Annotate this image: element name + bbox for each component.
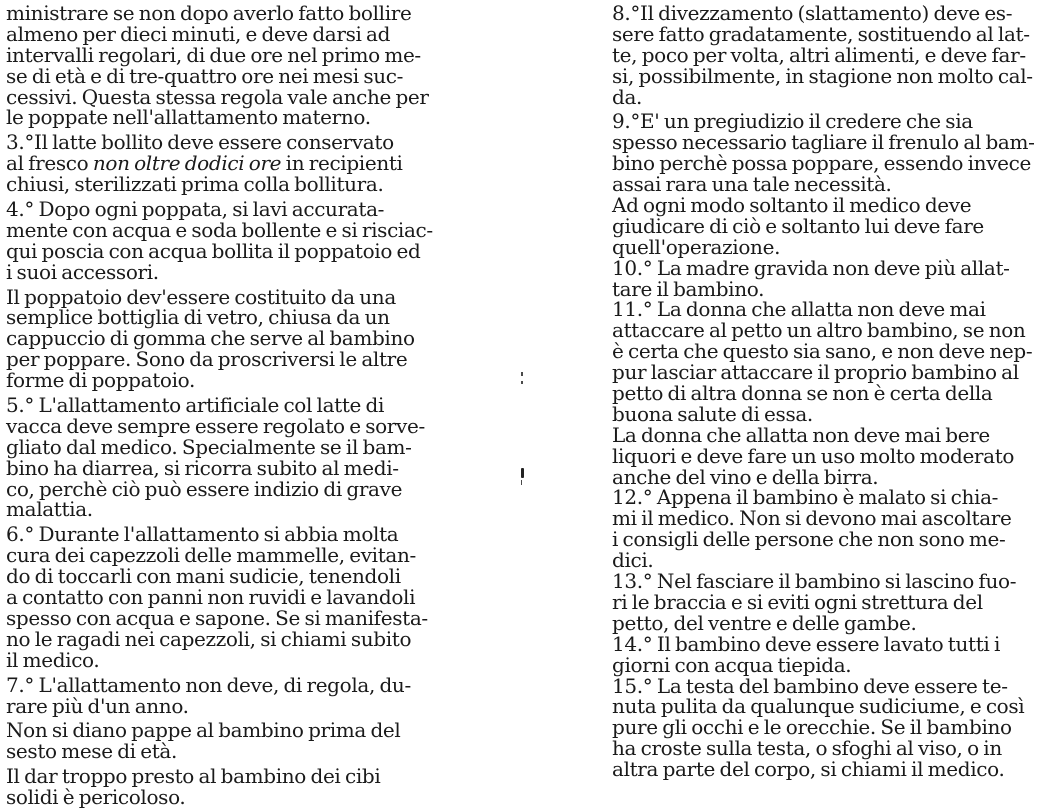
text-line: dici. — [612, 548, 654, 573]
text-line: da. — [612, 84, 643, 109]
text-line: tare il bambino. — [612, 276, 765, 301]
text-line: 7.° L'allattamento non deve, di regola, du- — [6, 672, 411, 697]
text-line: qui poscia con acqua bollita il poppatoio ed — [6, 238, 421, 263]
text-line: ha croste sulla testa, o sfoghi al viso, o in — [612, 736, 1002, 761]
text-line: 11.° La donna che allatta non deve mai — [612, 297, 986, 322]
text-line: do di toccarli con mani sudicie, tenendoli — [6, 564, 401, 589]
text-line: Ad ogni modo soltanto il medico deve — [612, 193, 972, 218]
emphasis-text: non oltre dodici ore — [92, 151, 282, 176]
scan-speck — [521, 381, 523, 384]
text-line: bino ha diarrea, si ricorra subito al medi- — [6, 455, 399, 480]
text-line: al fresco non oltre dodici ore in recipienti — [6, 151, 403, 176]
text-line: mente con acqua e soda bollente e si risciac- — [6, 217, 433, 242]
text-line: almeno per dieci minuti, e deve darsi ad — [6, 21, 391, 46]
text-line: petto di altra donna se non è certa della — [612, 381, 993, 406]
text-line: intervalli regolari, di due ore nel primo me- — [6, 42, 421, 67]
text-line: se di età e di tre-quattro ore nei mesi suc- — [6, 63, 404, 88]
text-line: 10.° La madre gravida non deve più allat- — [612, 255, 1010, 280]
text-line: Non si diano pappe al bambino prima del — [6, 718, 401, 743]
text-line: spesso con acqua e sapone. Se si manifesta- — [6, 605, 428, 630]
text-line: ri le braccia e si eviti ogni strettura del — [612, 589, 983, 614]
scan-speck — [521, 468, 524, 478]
text-line: cappuccio di gomma che serve al bambino — [6, 326, 415, 351]
text-line: 12.° Appena il bambino è malato si chia- — [612, 485, 999, 510]
text-line: 13.° Nel fasciare il bambino si lascino fuo- — [612, 569, 1017, 594]
text-line: forme di poppatoio. — [6, 368, 195, 393]
text-line: cessivi. Questa stessa regola vale anche per — [6, 84, 429, 109]
text-line: semplice bottiglia di vetro, chiusa da un — [6, 305, 390, 330]
text-line: a contatto con panni non ruvidi e lavandoli — [6, 585, 416, 610]
text-line: giorni con acqua tiepida. — [612, 652, 852, 677]
text-line: 15.° La testa del bambino deve essere te- — [612, 673, 1008, 698]
text-line: rare più d'un anno. — [6, 693, 189, 718]
text-line: spesso necessario tagliare il frenulo al bam- — [612, 130, 1035, 155]
text-line: chiusi, sterilizzati prima colla bollitura. — [6, 172, 384, 197]
text-line: malattia. — [6, 497, 93, 522]
text-line: vacca deve sempre essere regolato e sorve- — [6, 413, 425, 438]
text-line: pure gli occhi e le orecchie. Se il bambino — [612, 715, 1012, 740]
text-line: i suoi accessori. — [6, 259, 159, 284]
text-line: Il poppatoio dev'essere costituito da una — [6, 284, 396, 309]
text-line: le poppate nell'allattamento materno. — [6, 105, 371, 130]
left-text-column — [6, 3, 436, 808]
text-line: gliato dal medico. Specialmente se il bam- — [6, 434, 412, 459]
text-line: 8.°Il divezzamento (slattamento) deve es- — [612, 1, 1013, 25]
text-line: 4.° Dopo ogni poppata, si lavi accurata- — [6, 197, 385, 222]
text-line: il medico. — [6, 647, 100, 672]
text-line: bino perchè possa poppare, essendo invece — [612, 151, 1031, 176]
text-line: assai rara una tale necessità. — [612, 172, 892, 197]
text-line: 5.° L'allattamento artificiale col latte di — [6, 393, 385, 418]
text-line: altra parte del corpo, si chiami il medico. — [612, 757, 1005, 782]
text-line: pur lasciar attaccare il proprio bambino al — [612, 360, 1019, 385]
text-line: co, perchè ciò può essere indizio di grave — [6, 476, 403, 501]
text-line: sere fatto gradatamente, sostituendo al lat- — [612, 21, 1030, 46]
scan-speck — [521, 372, 523, 376]
text-line: anche del vino e della birra. — [612, 464, 879, 489]
text-line: nuta pulita da qualunque sudiciume, e così — [612, 694, 1025, 719]
text-line: 3.°Il latte bollito deve essere conservato — [6, 130, 394, 155]
text-line: cura dei capezzoli delle mammelle, evitan- — [6, 543, 416, 568]
text-line: attaccare al petto un altro bambino, se non — [612, 318, 1026, 343]
right-text-column — [612, 3, 1048, 780]
text-line: mi il medico. Non si devono mai ascoltare — [612, 506, 1012, 531]
text-line: liquori e deve fare un uso molto moderato — [612, 443, 1015, 468]
text-line: è certa che questo sia sano, e non deve nep- — [612, 339, 1033, 364]
text-line: 6.° Durante l'allattamento si abbia molta — [6, 522, 399, 547]
text-line: solidi è pericoloso. — [6, 785, 186, 809]
text-line: giudicare di ciò e soltanto lui deve fare — [612, 213, 984, 238]
text-line: buona salute di essa. — [612, 401, 813, 426]
text-line: ministrare se non dopo averlo fatto bollire — [6, 1, 412, 25]
text-line: sesto mese di età. — [6, 739, 177, 764]
text-line: si, possibilmente, in stagione non molto cal- — [612, 63, 1033, 88]
text-line: quell'operazione. — [612, 234, 781, 259]
scan-speck — [521, 480, 522, 485]
text-line: petto, del ventre e delle gambe. — [612, 610, 917, 635]
text-line: no le ragadi nei capezzoli, si chiami subito — [6, 626, 412, 651]
text-line: i consigli delle persone che non sono me- — [612, 527, 1006, 552]
text-line: 9.°E' un pregiudizio il credere che sia — [612, 109, 973, 134]
text-line: Il dar troppo presto al bambino dei cibi — [6, 764, 381, 789]
text-line: te, poco per volta, altri alimenti, e deve far- — [612, 42, 1026, 67]
text-line: La donna che allatta non deve mai bere — [612, 422, 990, 447]
text-line: per poppare. Sono da proscriversi le altre — [6, 347, 408, 372]
text-line: 14.° Il bambino deve essere lavato tutti i — [612, 631, 1000, 656]
